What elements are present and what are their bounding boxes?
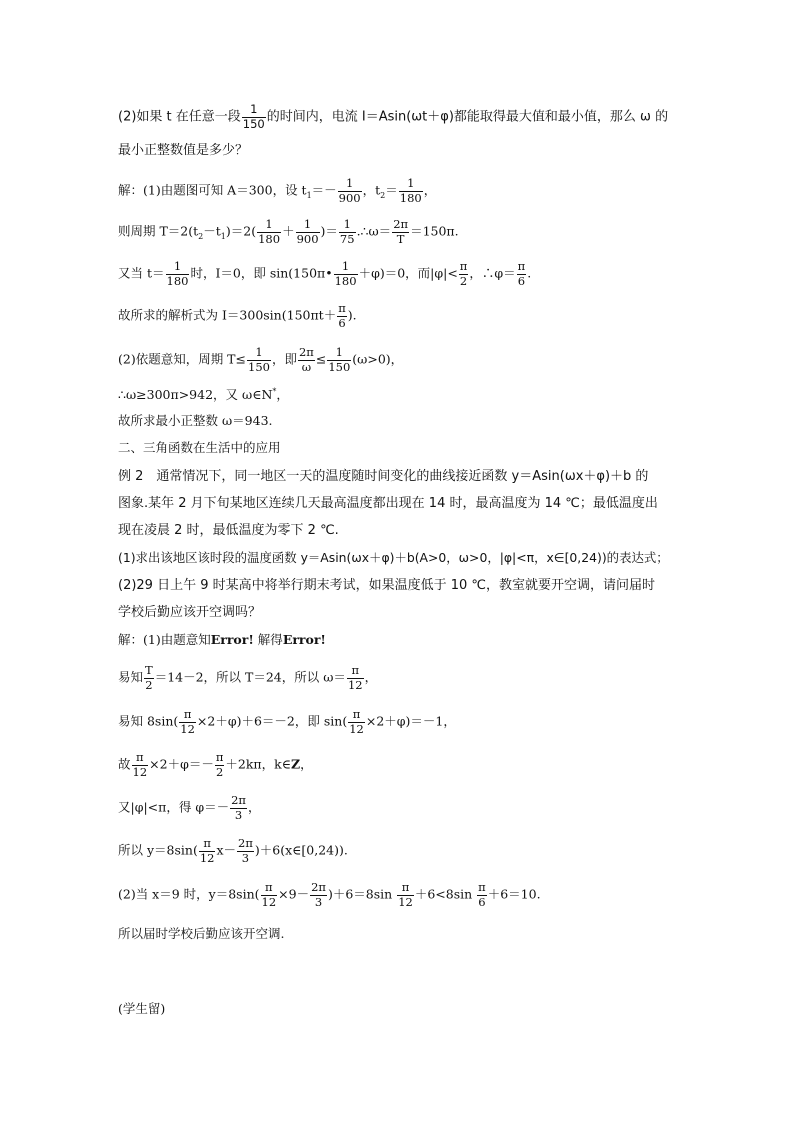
fraction: $\frac{\pi}{12}$ [199,836,215,865]
solution-1-line-2: 则周期 $T=2(t_2-t_1)=2$( $\frac{1}{180}$ ＋ $\frac{1}{900}$ )＝ $\frac{1}{75}$ .∴ω＝ $\frac{2\pi}{T}$ ＝150π. [118,217,459,246]
fraction: $\frac{\pi}{12}$ [349,707,364,736]
fraction: $\frac{1}{75}$ [339,217,355,246]
fraction: $\frac{1}{150}$ [328,345,351,374]
solution-1-line-7: 故所求最小正整数 ω＝943. [118,413,273,428]
fraction: $\frac{2\pi}{\omega}$ [298,345,314,374]
solution-2-line-1: 解：(1)由题意知Error! 解得Error! [118,632,326,647]
solution-2-line-3: 易知 8sin( $\frac{\pi}{12}$ ×2＋φ)＋6＝－2，即 sin( $\frac{\pi}{12}$ ×2＋φ)＝－1， [118,707,456,736]
example-2-line-5: (2)29 日上午 9 时某高中将举行期末考试，如果温度低于 10 ℃，教室就要开空调，请问届时 [118,578,656,593]
example-2-line-1: 例 2 通常情况下，同一地区一天的温度随时间变化的曲线接近函数 y＝Asin(ωx＋φ)＋b 的 [118,469,649,484]
fraction: $\frac{\pi}{12}$ [261,880,277,909]
fraction: $\frac{1}{180}$ [166,259,189,288]
solution-2-line-5: 又|φ|<π，得 φ＝－ $\frac{2\pi}{3}$ ， [118,793,261,822]
example-2-line-3: 现在凌晨 2 时，最低温度为零下 2 ℃. [118,523,339,538]
fraction: $\frac{\pi}{6}$ [338,301,346,330]
fraction: $\frac{T}{2}$ [145,663,153,692]
question-2-line-2: 最小正整数值是多少？ [118,143,249,158]
fraction: $\frac{2\pi}{3}$ [311,880,326,909]
section-heading: 二、三角函数在生活中的应用 [118,440,281,455]
fraction: $\frac{\pi}{2}$ [459,259,468,288]
solution-2-line-7: (2)当 x＝9 时，y＝8sin( $\frac{\pi}{12}$ ×9－ $\frac{2\pi}{3}$ )＋6＝8sin $\frac{\pi}{12}$ ＋6<8sin $\frac{\pi}{6}$ ＋6＝10. [118,880,541,909]
fraction: $\frac{1}{150}$ [248,345,270,374]
solution-2-line-4: 故 $\frac{\pi}{12}$ ×2＋φ＝－ $\frac{\pi}{2}$ ＋2kπ，k∈Z， [118,750,313,779]
fraction: $\frac{\pi}{12}$ [398,880,413,909]
fraction: $\frac{\pi}{6}$ [517,259,526,288]
fraction: $\frac{\pi}{12}$ [132,750,148,779]
fraction: $\frac{1}{180}$ [258,217,281,246]
fraction: $\frac{2\pi}{3}$ [238,836,253,865]
solution-2-line-8: 所以届时学校后勤应该开空调. [118,926,285,941]
example-2-line-2: 图象.某年 2 月下旬某地区连续几天最高温度都出现在 14 时，最高温度为 14 ℃；最低温度出 [118,496,658,511]
fraction: $\frac{\pi}{12}$ [347,663,363,692]
fraction: $\frac{\pi}{6}$ [478,880,486,909]
solution-1-line-3: 又当 t＝ $\frac{1}{180}$ 时，I＝0，即 sin(150π• $\frac{1}{180}$ ＋φ)＝0，而|φ|< $\frac{\pi}{2}$ ，∴φ＝ $\frac{\pi}{6}$ . [118,259,532,288]
solution-1-line-1: 解：(1)由题图可知 A＝300，设 $t_1=-$ $\frac{1}{900}$ ，$t_2=$ $\frac{1}{180}$ ， [118,176,437,205]
fraction: $\frac{1}{900}$ [296,217,319,246]
fraction: $\frac{\pi}{2}$ [215,750,224,779]
footer-note: (学生留) [118,1001,166,1016]
fraction: $\frac{2\pi}{T}$ [393,217,409,246]
solution-1-line-6: ∴ω≥300π>942，又 ω∈N*， [118,387,289,403]
fraction: $\frac{1}{150}$ [242,102,265,131]
fraction: $\frac{1}{900}$ [338,176,361,205]
solution-1-line-4: 故所求的解析式为 I＝300sin(150πt＋ $\frac{\pi}{6}$ ). [118,301,357,330]
example-2-line-6: 学校后勤应该开空调吗？ [118,605,262,620]
solution-2-line-2: 易知 $\frac{T}{2}$ ＝14－2，所以 T＝24，所以 ω＝ $\frac{\pi}{12}$ ， [118,663,378,692]
fraction: $\frac{1}{180}$ [334,259,357,288]
fraction: $\frac{2\pi}{3}$ [231,793,246,822]
fraction: $\frac{1}{180}$ [399,176,422,205]
question-2-line-1: (2)如果 t 在任意一段 $\frac{1}{150}$ 的时间内，电流 I＝Asin(ωt＋φ)都能取得最大值和最小值，那么 ω 的 [118,102,669,131]
example-2-line-4: (1)求出该地区该时段的温度函数 y＝Asin(ωx＋φ)＋b(A>0，ω>0，|φ|<π，x∈[0,24))的表达式； [118,550,669,565]
solution-2-line-6: 所以 y＝8sin( $\frac{\pi}{12}$ x－ $\frac{2\pi}{3}$ )＋6(x∈[0,24)). [118,836,348,865]
solution-1-line-5: (2)依题意知，周期 T≤ $\frac{1}{150}$ ，即 $\frac{2\pi}{\omega}$ ≤ $\frac{1}{150}$ (ω>0)， [118,345,404,374]
fraction: $\frac{\pi}{12}$ [180,707,195,736]
